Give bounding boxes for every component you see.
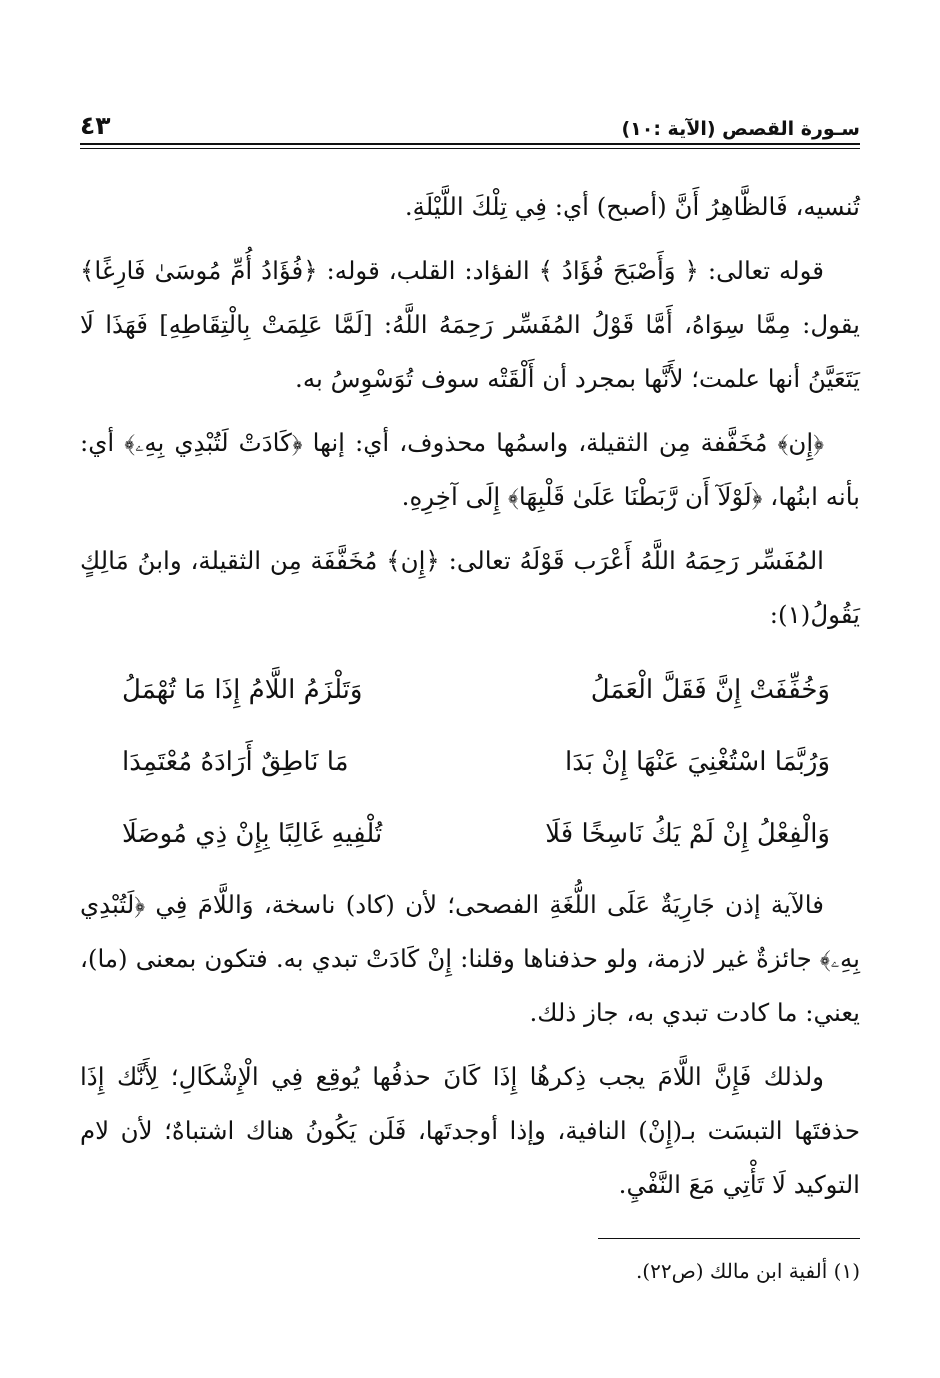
main-text [80, 180, 860, 1212]
poem-verse [80, 798, 860, 870]
verse-first-hemistich: وَخُفِّفَتْ إِنَّ فَقَلَّ الْعَمَلُ [590, 675, 830, 705]
paragraph-4: المُفَسِّر رَحِمَهُ اللَّهُ أَعْرَب قَوْلَهُ تعالى: ﴿إِن﴾ مُخَفَّفَة مِن الثقيلة، وابنُ مَالِكٍ يَقُولُ(١): [80, 546, 860, 629]
verse-first-hemistich: وَرُبَّمَا اسْتُغْنِيَ عَنْهَا إِنْ بَدَا [565, 747, 830, 777]
header-rule [80, 143, 860, 149]
footnote-rule [598, 1238, 860, 1239]
paragraph-2: قوله تعالى: ﴿ وَأَصْبَحَ فُؤَادُ ﴾ الفؤاد: القلب، قوله: ﴿فُؤَادُ أُمِّ مُوسَىٰ فَارِغًا﴾ يقول: مِمَّا سِوَاهُ، أَمَّا قَوْلُ المُفَسِّر رَحِمَهُ اللَّهُ: [لَمَّا عَلِمَتْ بِالْتِقَاطِهِ] فَهَذَا لَا يَتَعَيَّنُ أنها علمت؛ لأَنَّها بمجرد أن أَلْقَتْه سوف تُوَسْوِسُ به. [80, 256, 860, 393]
paragraph-6: ولذلك فَإِنَّ اللَّامَ يجب ذِكرهُا إِذَا كَانَ حذفُها يُوقِع فِي الْإِشْكَالِ؛ لِأَنَّك إِذَا حذفتَها التبسَت بـ(إِنْ) النافية، وإذا أوجدتَها، فَلَن يَكُونُ هناك اشتباهٌ؛ لأن لام التوكيد لَا تَأْتِي مَعَ النَّفْيِ. [80, 1062, 860, 1199]
running-title: سـورة القصص (الآية :١٠) [621, 118, 860, 140]
paragraph-1: تُنسيه، فَالظَّاهِرُ أَنَّ (أصبح) أي: فِي تِلْكَ اللَّيْلَةِ. [404, 192, 860, 221]
paragraph-3: ﴿إِن﴾ مُخَفَّفة مِن الثقيلة، واسمُها محذوف، أي: إنها ﴿كَادَتْ لَتُبْدِي بِهِۦ﴾ أي: بأنه ابنُها، ﴿لَوْلَآ أَن رَّبَطْنَا عَلَىٰ قَلْبِهَا﴾ إِلَى آخِرِهِ. [80, 428, 860, 511]
verse-second-hemistich: وَتَلْزَمُ اللَّامُ إِذَا مَا تُهْمَلُ [122, 675, 363, 705]
paragraph-5: فالآية إذن جَارِيَةٌ عَلَى اللُّغَةِ الفصحى؛ لأن (كاد) ناسخة، وَاللَّامَ فِي ﴿لَتُبْدِي بِهِۦ﴾ جائزةٌ غير لازمة، ولو حذفناها وقلنا: إِنْ كَادَتْ تبدي به. فتكون بمعنى (ما)، يعني: ما كادت تبدي به، جاز ذلك. [80, 890, 860, 1027]
verse-second-hemistich: تُلْفِيهِ غَالِبًا بِإِنْ ذِي مُوصَلَا [122, 819, 383, 849]
poem-verse [80, 726, 860, 798]
verse-first-hemistich: وَالْفِعْلُ إِنْ لَمْ يَكُ نَاسِخًا فَلَا [545, 819, 830, 849]
page-number: ٤٣ [80, 111, 111, 140]
footnote: (١) ألفية ابن مالك (ص٢٢). [635, 1259, 860, 1283]
page-header [80, 100, 860, 140]
poem-verse [80, 654, 860, 726]
poem-block [80, 654, 860, 870]
verse-second-hemistich: مَا نَاطِقٌ أَرَادَهُ مُعْتَمِدَا [122, 747, 349, 777]
